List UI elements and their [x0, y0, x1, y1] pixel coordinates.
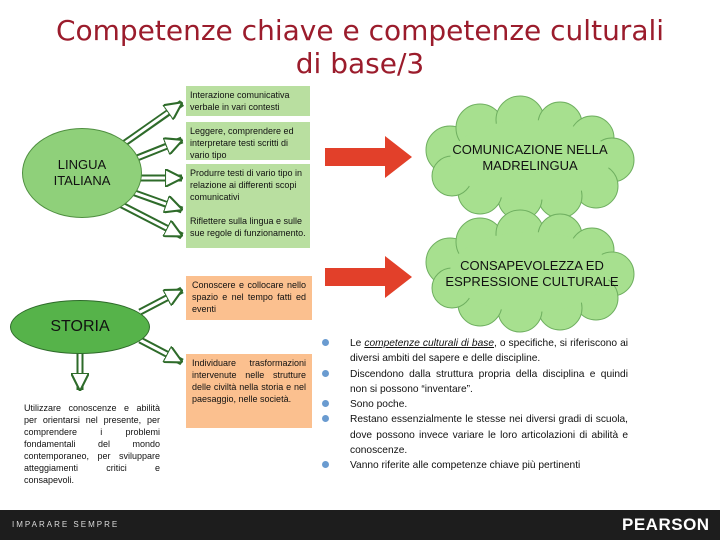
- lingua-label: LINGUA ITALIANA: [53, 157, 111, 188]
- bullet-dot: [322, 370, 329, 377]
- bullet-1-term: competenze culturali di base: [364, 338, 495, 349]
- cloud-consapevolezza-label: CONSAPEVOLEZZA ED ESPRESSIONE CULTURALE: [445, 258, 619, 289]
- lingua-box-3: Produrre testi di vario tipo in relazione ai differenti scopi comunicativi: [186, 164, 310, 212]
- bullet-list: [322, 336, 628, 474]
- bullet-5-text: Vanno riferite alle competenze chiave più pertinenti: [350, 460, 581, 472]
- bullet-item-4: [322, 412, 628, 458]
- bullet-item-3: [322, 397, 628, 412]
- bullet-3-text: Sono poche.: [350, 399, 408, 411]
- storia-box-2: Individuare trasformazioni intervenute nelle strutture delle civiltà nella storia e nel paesaggio, nelle società.: [186, 354, 312, 428]
- lingua-italiana-oval: [22, 128, 142, 218]
- bullet-item-2: [322, 367, 628, 398]
- lingua-box-1: Interazione comunicativa verbale in vari contesti: [186, 86, 310, 116]
- red-arrows: [325, 136, 412, 298]
- bullet-item-1: [322, 336, 628, 367]
- bullet-dot: [322, 415, 329, 422]
- lingua-box-4: Riflettere sulla lingua e sulle sue regole di funzionamento.: [186, 212, 310, 248]
- lingua-box-2: Leggere, comprendere ed interpretare testi scritti di vario tipo: [186, 122, 310, 160]
- bullet-1-prefix: Le: [350, 338, 365, 349]
- cloud-shapes: [426, 96, 634, 332]
- storia-box-1: Conoscere e collocare nello spazio e nel tempo fatti ed eventi: [186, 276, 312, 320]
- bullet-dot: [322, 339, 329, 346]
- bullet-4-text: Restano essenzialmente le stesse nei diversi gradi di scuola, dove possono invece variare le loro articolazioni di abilità e conoscenze.: [350, 414, 628, 457]
- storia-oval: [10, 300, 150, 354]
- bullet-1-rest: , o specifiche, si riferiscono ai diversi ambiti del sapere e delle discipline.: [350, 338, 629, 365]
- cloud-comunicazione-label: COMUNICAZIONE NELLA MADRELINGUA: [452, 142, 608, 173]
- bullet-2-text: Discendono dalla struttura propria della disciplina e quindi non si possono “inventare”.: [350, 368, 628, 395]
- red-arrow-1: [325, 136, 412, 178]
- bullet-dot: [322, 400, 329, 407]
- bullet-dot: [322, 461, 329, 468]
- bullet-item-5: [322, 458, 628, 473]
- pearson-logo: PEARSON: [622, 515, 710, 534]
- red-arrow-2: [325, 256, 412, 298]
- title-line-1: Competenze chiave e competenze culturali: [55, 14, 665, 47]
- storia-label: STORIA: [50, 318, 110, 335]
- footer-tagline: IMPARARE SEMPRE: [12, 520, 120, 529]
- storia-bottom-box: Utilizzare conoscenze e abilità per orientarsi nel presente, per comprendere i problemi fondamentali del mondo contemporaneo, per sviluppare atteggiamenti critici e consapevoli.: [20, 400, 164, 496]
- title-line-2: di base/3: [295, 47, 425, 80]
